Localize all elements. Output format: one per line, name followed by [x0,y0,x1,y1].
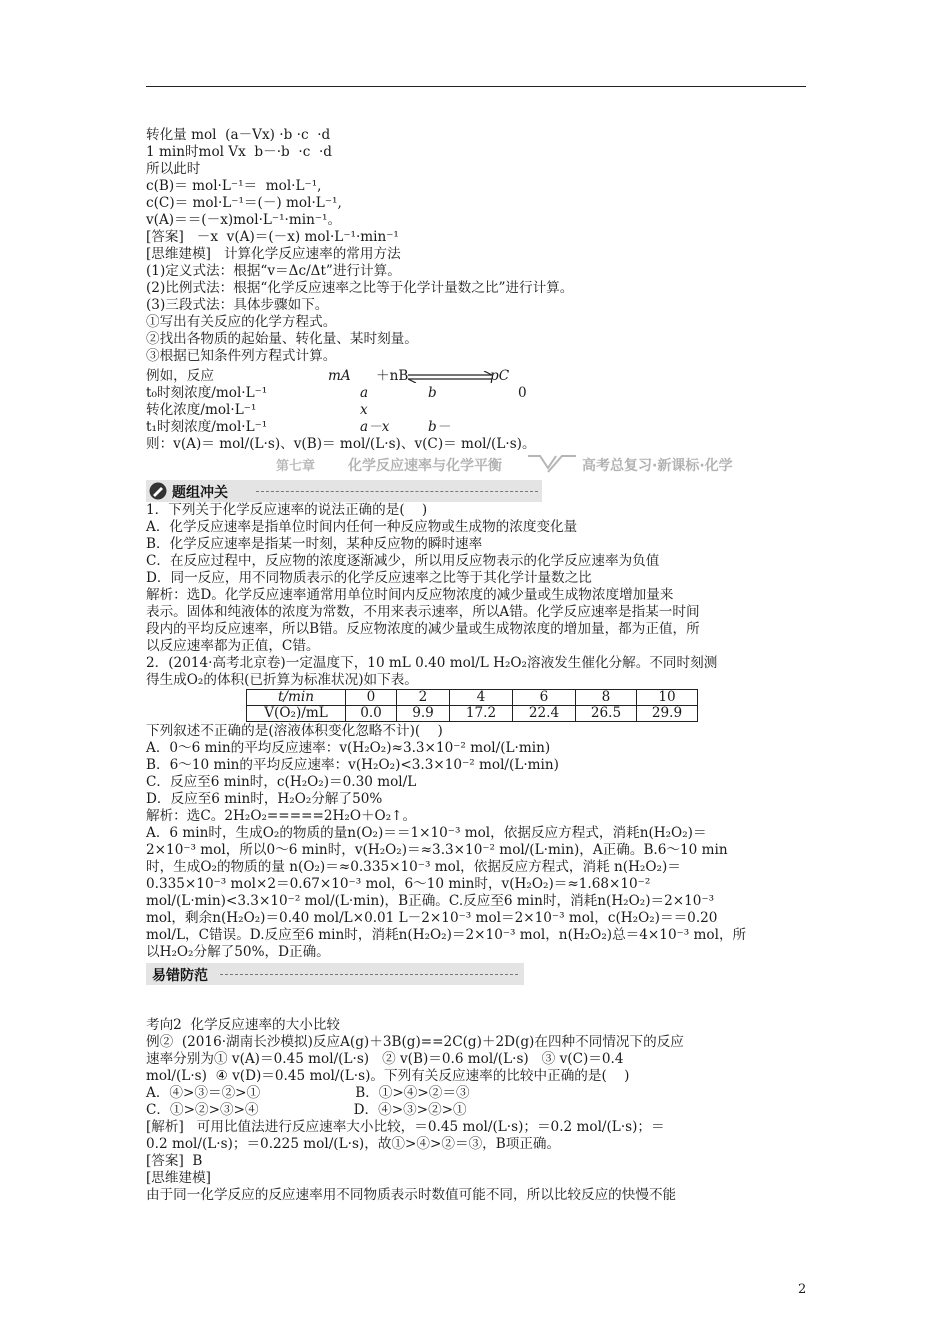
text-line: c(B)＝ mol·L⁻¹＝ mol·L⁻¹, [146,178,322,194]
option-a: A．0～6 min的平均反应速率：v(H₂O₂)≈3.3×10⁻² mol/(L·min) [146,740,551,756]
analysis-line: 段内的平均反应速率，所以B错。反应物浓度的减少量或生成物浓度的增加量，都为正值，所 [146,621,700,637]
t0-zero: 0 [518,385,527,401]
t0-a: a [360,385,369,401]
reactant-mA: mA [328,368,351,384]
table-cell: V(O₂)/mL [247,706,346,722]
t1-label: t₁时刻浓度/mol·L⁻¹ [146,419,268,435]
example-stem: 速率分别为① v(A)＝0.45 mol/(L·s) ② v(B)＝0.6 mol/(L·s) ③ v(C)＝0.4 [146,1051,624,1067]
example-label: 例如，反应 [146,368,214,384]
analysis-line: 解析：选C。2H₂O₂=====2H₂O＋O₂↑。 [146,808,417,824]
modeling-heading: [思维建模] 计算化学反应速率的常用方法 [146,246,401,262]
banner-chapter: 第七章 [276,459,316,474]
analysis-line: 0.2 mol/(L·s)；＝0.225 mol/(L·s)，故①>④>②＝③，B项正确。 [146,1136,561,1152]
question-block-1 [146,502,810,689]
text-line: ①写出有关反应的化学方程式。 [146,314,337,330]
conversion-label: 转化浓度/mol·L⁻¹ [146,402,257,418]
reactant-nB: ＋nB [376,368,409,384]
question-stem: 1．下列关于化学反应速率的说法正确的是( ) [146,502,428,518]
example-result [146,436,810,453]
analysis-line: 解析：选D。化学反应速率通常用单位时间内反应物浓度的减少量或生成物浓度增加量来 [146,587,674,603]
option-c: C．反应至6 min时，c(H₂O₂)＝0.30 mol/L [146,774,417,790]
analysis-line: 0.335×10⁻³ mol×2＝0.67×10⁻³ mol，6～10 min时，v(H₂O₂)＝≈1.68×10⁻² [146,876,651,892]
header-dash-line [256,491,538,492]
option-b: B．化学反应速率是指某一时刻，某种反应物的瞬时速率 [146,536,483,552]
table-row [247,706,698,722]
example-block [146,368,706,438]
analysis-line: [解析] 可用比值法进行反应速率大小比较，＝0.45 mol/(L·s)；＝0.2 mol/(L·s)；＝ [146,1119,665,1135]
conversion-x: x [360,402,368,418]
table-cell: 0 [346,690,397,706]
t1-a-minus-x: a－x [360,419,390,435]
table-cell: 29.9 [637,706,698,722]
text-line: ③根据已知条件列方程式计算。 [146,348,337,364]
analysis-line: mol/(L·min)<3.3×10⁻² mol/(L·min)，B正确。C.反应至6 min时，消耗n(H₂O₂)＝2×10⁻³ [146,893,715,909]
product-pC: pC [490,368,510,384]
analysis-line: 以H₂O₂分解了50%，D正确。 [146,944,330,960]
text-line: 由于同一化学反应的反应速率用不同物质表示时数值可能不同，所以比较反应的快慢不能 [146,1187,677,1203]
pencil-icon [148,482,168,500]
options-row: A．④>③＝②>① B．①>④>②＝③ [146,1085,470,1101]
header-dash-line [220,974,518,975]
table-cell: 17.2 [450,706,513,722]
text-line: v(A)＝＝(－x)mol·L⁻¹·min⁻¹。 [146,212,342,228]
table-cell: 10 [637,690,698,706]
subsection-heading: 考向2 化学反应速率的大小比较 [146,1017,341,1033]
page-number: 2 [798,1282,807,1297]
text-line: 所以此时 [146,161,201,177]
t1-b: b－ [428,419,451,435]
banner-title: 化学反应速率与化学平衡 [348,458,502,474]
modeling-heading: [思维建模] [146,1170,211,1186]
table-cell: 9.9 [397,706,450,722]
table-cell: t/min [247,690,346,706]
table-row [247,690,698,706]
table-cell: 22.4 [513,706,576,722]
o2-volume-table [246,689,698,722]
section-title: 题组冲关 [172,485,228,501]
text-line: (1)定义式法：根据“v＝Δc/Δt”进行计算。 [146,263,401,279]
options-row: C．①>②>③>④ D．④>③>②>① [146,1102,467,1118]
bottom-block [146,1017,810,1204]
option-a: A．化学反应速率是指单位时间内任何一种反应物或生成物的浓度变化量 [146,519,578,535]
example-stem: 例② (2016·湖南长沙模拟)反应A(g)＋3B(g)==2C(g)＋2D(g)在四种不同情况下的反应 [146,1034,684,1050]
answer-line: [答案] B [146,1153,203,1169]
text-line: 转化量 mol (a－Vx) ·b ·c ·d [146,127,331,143]
banner-ornament-icon [526,452,578,476]
running-banner [276,452,810,476]
table-cell: 2 [397,690,450,706]
analysis-line: 2×10⁻³ mol，所以0～6 min时，v(H₂O₂)＝≈3.3×10⁻² mol/(L·min)，A正确。B.6～10 min [146,842,728,858]
table-cell: 4 [450,690,513,706]
text-line: (2)比例式法：根据“化学反应速率之比等于化学计量数之比”进行计算。 [146,280,574,296]
analysis-line: 时，生成O₂的物质的量 n(O₂)＝≈0.335×10⁻³ mol，依据反应方程式，消耗 n(H₂O₂)＝ [146,859,681,875]
text-line: c(C)＝ mol·L⁻¹＝(－) mol·L⁻¹, [146,195,342,211]
answer-line: [答案] －x v(A)＝(－x) mol·L⁻¹·min⁻¹ [146,229,399,245]
analysis-line: mol，剩余n(H₂O₂)＝0.40 mol/L×0.01 L－2×10⁻³ mol＝2×10⁻³ mol，c(H₂O₂)＝＝0.20 [146,910,718,926]
banner-right: 高考总复习·新课标·化学 [582,458,733,474]
section-title: 易错防范 [152,968,208,984]
option-d: D．同一反应，用不同物质表示的化学反应速率之比等于其化学计量数之比 [146,570,592,586]
question-stem: 得生成O₂的体积(已折算为标准状况)如下表。 [146,672,418,688]
t0-b: b [428,385,437,401]
question-stem: 下列叙述不正确的是(溶液体积变化忽略不计)( ) [146,723,443,739]
question-block-2 [146,723,810,961]
section-header-tizu [146,480,542,502]
table-cell: 8 [576,690,637,706]
section-header-yicuo [146,963,524,985]
option-c: C．在反应过程中，反应物的浓度逐渐减少，所以用反应物表示的化学反应速率为负值 [146,553,660,569]
top-block [146,127,810,365]
t0-label: t₀时刻浓度/mol·L⁻¹ [146,385,268,401]
text-line: (3)三段式法：具体步骤如下。 [146,297,329,313]
header-rule [146,86,806,87]
table-cell: 6 [513,690,576,706]
analysis-line: 表示。固体和纯液体的浓度为常数，不用来表示速率，所以A错。化学反应速率是指某一时间 [146,604,700,620]
option-b: B．6～10 min的平均反应速率：v(H₂O₂)<3.3×10⁻² mol/(L·min) [146,757,559,773]
table-cell: 0.0 [346,706,397,722]
text-line: 1 min时mol Vx b－·b ·c ·d [146,144,332,160]
text-line: 则：v(A)＝ mol/(L·s)、v(B)＝ mol/(L·s)、v(C)＝ mol/(L·s)。 [146,436,536,452]
analysis-line: 以反应速率都为正值，C错。 [146,638,320,654]
reversible-arrow-icon [406,371,494,383]
question-stem: 2．(2014·高考北京卷)一定温度下，10 mL 0.40 mol/L H₂O₂溶液发生催化分解。不同时刻测 [146,655,718,671]
text-line: ②找出各物质的起始量、转化量、某时刻量。 [146,331,418,347]
option-d: D．反应至6 min时，H₂O₂分解了50% [146,791,383,807]
example-stem: mol/(L·s) ④ v(D)＝0.45 mol/(L·s)。下列有关反应速率的比较中正确的是( ) [146,1068,630,1084]
analysis-line: mol/L，C错误。D.反应至6 min时，消耗n(H₂O₂)＝2×10⁻³ mol，n(H₂O₂)总＝4×10⁻³ mol，所 [146,927,747,943]
table-cell: 26.5 [576,706,637,722]
analysis-line: A．6 min时，生成O₂的物质的量n(O₂)＝＝1×10⁻³ mol，依据反应方程式，消耗n(H₂O₂)＝ [146,825,707,841]
